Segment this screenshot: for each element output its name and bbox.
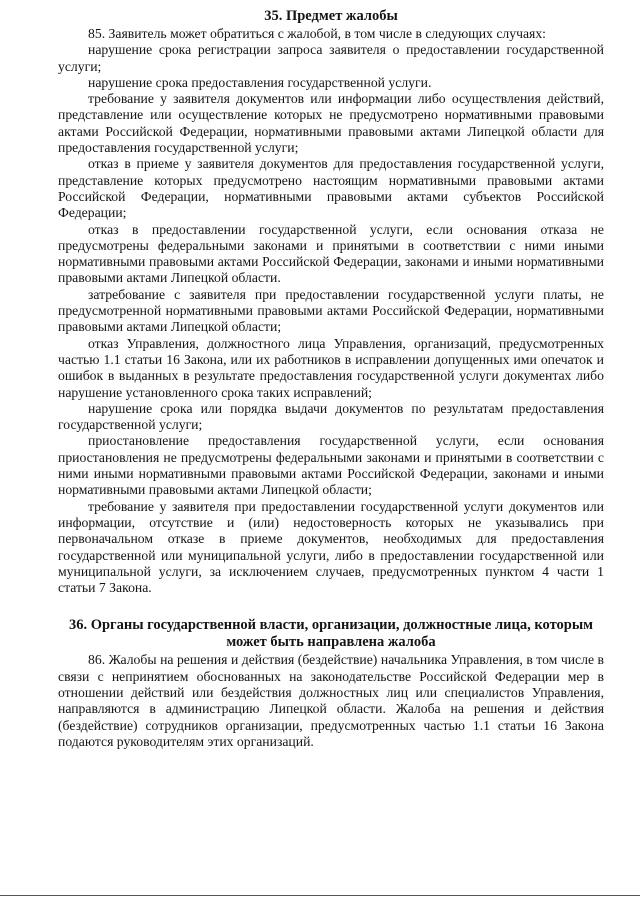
section-35-body	[58, 26, 604, 596]
document-page	[58, 8, 604, 750]
section-36-title: 36. Органы государственной власти, организации, должностные лица, которым может быть направлена жалоба	[68, 617, 594, 651]
paragraph-86: 86. Жалобы на решения и действия (бездействие) начальника Управления, в том числе в связи с непринятием обоснованных на законодательстве Российской Федерации мер в отношении действий или бездействия должностных лиц или специалистов Управления, направляются в администрацию Липецкой области. Жалоба на решения и действия (бездействие) сотрудников организации, предусмотренных частью 1.1 статьи 16 Закона подаются руководителям этих организаций.	[58, 652, 604, 749]
list-item: требование у заявителя при предоставлении государственной услуги документов или информации, отсутствие и (или) недостоверность которых не указывались при первоначальном отказе в приеме документов, необходимых для предоставления государственной или муниципальной услуги, либо в предоставлении государственной или муниципальной услуги, за исключением случаев, предусмотренных пунктом 4 части 1 статьи 7 Закона.	[58, 498, 604, 596]
section-35-title: 35. Предмет жалобы	[264, 8, 398, 24]
list-item: отказ в приеме у заявителя документов для предоставления государственной услуги, представление которых предусмотрено настоящим нормативными правовыми актами Российской Федерации, нормативными правовыми актами субъектов Российской Федерации;	[58, 156, 604, 221]
list-item: требование у заявителя документов или информации либо осуществления действий, представление или осуществление которых не предусмотрено нормативными правовыми актами Российской Федерации, нормативными правовыми актами Липецкой области для предоставления государственной услуги;	[58, 91, 604, 156]
list-item: отказ Управления, должностного лица Управления, организаций, предусмотренных частью 1.1 статьи 16 Закона, или их работников в исправлении допущенных ими опечаток и ошибок в выданных в результате предоставления государственной услуги документах либо нарушение установленного срока таких исправлений;	[58, 335, 604, 400]
paragraph-85-intro: 85. Заявитель может обратиться с жалобой, в том числе в следующих случаях:	[88, 26, 546, 41]
list-item: нарушение срока или порядка выдачи документов по результатам предоставления государственной услуги;	[58, 400, 604, 433]
list-item: нарушение срока регистрации запроса заявителя о предоставлении государственной услуги;	[58, 42, 604, 74]
list-item: затребование с заявителя при предоставлении государственной услуги платы, не предусмотренной нормативными правовыми актами Российской Федерации, нормативными правовыми актами Липецкой области;	[58, 286, 604, 335]
list-item: отказ в предоставлении государственной услуги, если основания отказа не предусмотрены федеральными законами и принятыми в соответствии с ними иными нормативными правовыми актами Российской Федерации, законами и иными нормативными правовыми актами Липецкой области.	[58, 221, 604, 286]
bottom-divider	[0, 895, 640, 896]
section-36-body	[58, 652, 604, 750]
list-item: приостановление предоставления государственной услуги, если основания приостановления не предусмотрены федеральными законами и принятыми в соответствии с ними иными нормативными правовыми актами Российской Федерации, законами и иными нормативными правовыми актами Липецкой области;	[58, 433, 604, 498]
list-item: нарушение срока предоставления государственной услуги.	[88, 74, 432, 90]
